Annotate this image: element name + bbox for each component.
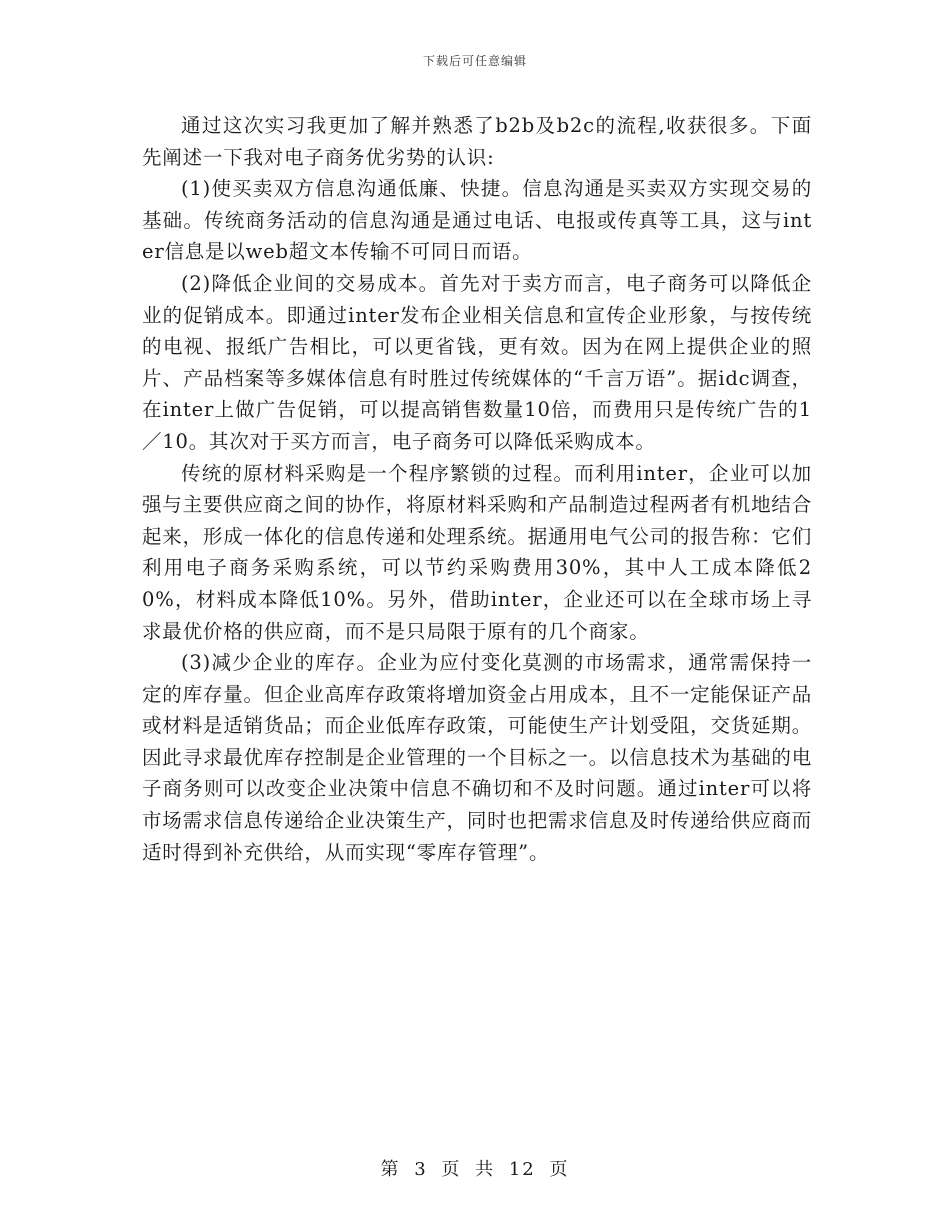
- paragraph-point-2: (2)降低企业间的交易成本。首先对于卖方而言，电子商务可以降低企业的促销成本。即通过inter发布企业相关信息和宣传企业形象，与按传统的电视、报纸广告相比，可以更省钱，更有效。因为在网上提供企业的照片、产品档案等多媒体信息有时胜过传统媒体的“千言万语”。据idc调查，在inter上做广告促销，可以提高销售数量10倍，而费用只是传统广告的1／10。其次对于买方而言，电子商务可以降低采购成本。: [142, 271, 812, 453]
- document-body: [142, 110, 812, 868]
- paragraph-procurement: 传统的原材料采购是一个程序繁锁的过程。而利用inter，企业可以加强与主要供应商之间的协作，将原材料采购和产品制造过程两者有机地结合起来，形成一体化的信息传递和处理系统。据通用电气公司的报告称：它们利用电子商务采购系统，可以节约采购费用30%，其中人工成本降低20%，材料成本降低10%。另外，借助inter，企业还可以在全球市场上寻求最优价格的供应商，而不是只局限于原有的几个商家。: [142, 461, 812, 643]
- paragraph-point-1: (1)使买卖双方信息沟通低廉、快捷。信息沟通是买卖双方实现交易的基础。传统商务活动的信息沟通是通过电话、电报或传真等工具，这与inter信息是以web超文本传输不可同日而语。: [142, 177, 812, 264]
- page-number-footer: 第 3 页 共 12 页: [380, 1159, 570, 1180]
- page-header: 下载后可任意编辑: [422, 54, 527, 68]
- paragraph-intro: 通过这次实习我更加了解并熟悉了b2b及b2c的流程,收获很多。下面先阐述一下我对电子商务优劣势的认识:: [142, 114, 812, 169]
- paragraph-point-3: (3)减少企业的库存。企业为应付变化莫测的市场需求，通常需保持一定的库存量。但企业高库存政策将增加资金占用成本，且不一定能保证产品或材料是适销货品；而企业低库存政策，可能使生产计划受阻，交货延期。因此寻求最优库存控制是企业管理的一个目标之一。以信息技术为基础的电子商务则可以改变企业决策中信息不确切和不及时问题。通过inter可以将市场需求信息传递给企业决策生产，同时也把需求信息及时传递给供应商而适时得到补充供给，从而实现“零库存管理”。: [142, 651, 812, 864]
